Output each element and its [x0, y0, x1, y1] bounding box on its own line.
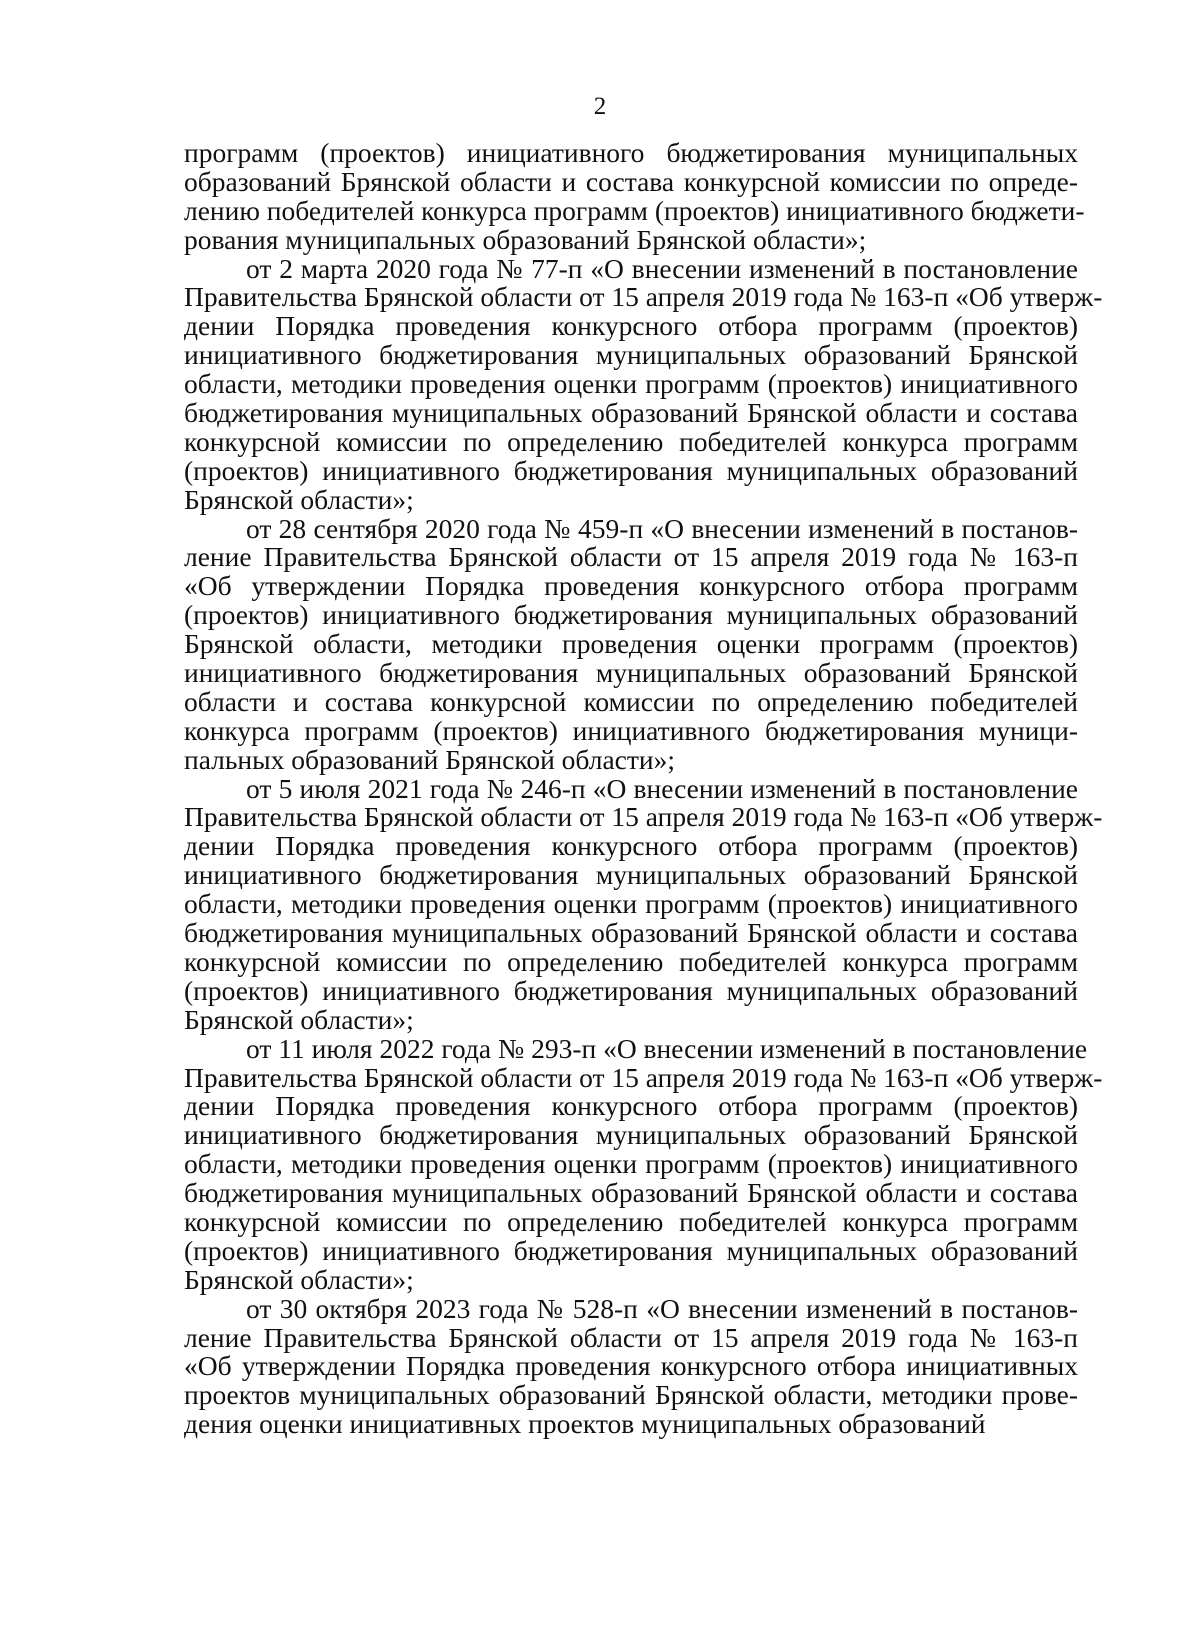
text-line: области, методики проведения оценки программ (проектов) инициативного [184, 368, 1078, 400]
text-line: Правительства Брянской области от 15 апреля 2019 года № 163-п «Об утверж- [184, 801, 1103, 833]
text-line: инициативного бюджетирования муниципальных образований Брянской [184, 657, 1078, 689]
text-line: (проектов) инициативного бюджетирования муниципальных образований [184, 1234, 1078, 1266]
text-line: инициативного бюджетирования муниципальных образований Брянской [184, 1119, 1078, 1151]
text-line: проектов муниципальных образований Брянской области, методики прове- [184, 1379, 1078, 1411]
text-line: бюджетирования муниципальных образований Брянской области и состава [184, 397, 1078, 429]
text-line: лению победителей конкурса программ (проектов) инициативного бюджети- [184, 194, 1085, 226]
text-line: рования муниципальных образований Брянской области»; [184, 223, 867, 255]
text-line: от 28 сентября 2020 года № 459-п «О внесении изменений в постанов- [246, 512, 1078, 544]
text-line: ление Правительства Брянской области от 15 апреля 2019 года № 163-п [184, 1321, 1078, 1353]
text-line: конкурсной комиссии по определению победителей конкурса программ [184, 425, 1078, 457]
text-line: конкурсной комиссии по определению победителей конкурса программ [184, 945, 1078, 977]
text-line: образований Брянской области и состава конкурсной комиссии по опреде- [184, 165, 1078, 197]
text-line: инициативного бюджетирования муниципальных образований Брянской [184, 339, 1078, 371]
text-line: от 11 июля 2022 года № 293-п «О внесении изменений в постановление [246, 1032, 1088, 1064]
text-line: дении Порядка проведения конкурсного отбора программ (проектов) [184, 1090, 1078, 1122]
text-line: пальных образований Брянской области»; [184, 743, 675, 775]
text-line: Брянской области»; [184, 1263, 414, 1295]
paragraph [184, 772, 1103, 1035]
text-line: от 2 марта 2020 года № 77-п «О внесении изменений в постановление [246, 252, 1078, 284]
text-line: от 30 октября 2023 года № 528-п «О внесении изменений в постанов- [246, 1292, 1078, 1324]
paragraph [184, 137, 1085, 255]
text-line: Брянской области, методики проведения оценки программ (проектов) [184, 628, 1078, 660]
text-line: «Об утверждении Порядка проведения конкурсного отбора инициативных [184, 1350, 1078, 1382]
text-line: конкурсной комиссии по определению победителей конкурса программ [184, 1205, 1078, 1237]
text-line: бюджетирования муниципальных образований Брянской области и состава [184, 917, 1078, 949]
text-line: ление Правительства Брянской области от 15 апреля 2019 года № 163-п [184, 541, 1078, 573]
paragraph [184, 1292, 1078, 1440]
text-line: Брянской области»; [184, 483, 414, 515]
text-line: Правительства Брянской области от 15 апреля 2019 года № 163-п «Об утверж- [184, 1061, 1103, 1093]
text-line: области и состава конкурсной комиссии по определению победителей [184, 685, 1078, 717]
text-line: (проектов) инициативного бюджетирования муниципальных образований [184, 974, 1078, 1006]
text-line: программ (проектов) инициативного бюджетирования муниципальных [184, 137, 1078, 168]
text-line: области, методики проведения оценки программ (проектов) инициативного [184, 1148, 1078, 1180]
text-line: Брянской области»; [184, 1003, 414, 1035]
text-line: дения оценки инициативных проектов муниципальных образований [184, 1408, 986, 1440]
paragraph [184, 252, 1103, 515]
text-line: конкурса программ (проектов) инициативного бюджетирования муници- [184, 714, 1078, 746]
text-line: (проектов) инициативного бюджетирования муниципальных образований [184, 599, 1078, 631]
text-line: бюджетирования муниципальных образований Брянской области и состава [184, 1177, 1078, 1209]
page-number: 2 [593, 93, 607, 120]
text-line: от 5 июля 2021 года № 246-п «О внесении изменений в постановление [246, 772, 1078, 804]
document-body [184, 137, 1103, 1440]
text-line: (проектов) инициативного бюджетирования муниципальных образований [184, 454, 1078, 486]
text-line: «Об утверждении Порядка проведения конкурсного отбора программ [184, 570, 1078, 602]
text-line: Правительства Брянской области от 15 апреля 2019 года № 163-п «Об утверж- [184, 281, 1103, 313]
text-line: инициативного бюджетирования муниципальных образований Брянской [184, 859, 1078, 891]
text-line: области, методики проведения оценки программ (проектов) инициативного [184, 888, 1078, 920]
paragraph [184, 512, 1078, 775]
text-line: дении Порядка проведения конкурсного отбора программ (проектов) [184, 830, 1078, 862]
paragraph [184, 1032, 1103, 1295]
text-line: дении Порядка проведения конкурсного отбора программ (проектов) [184, 310, 1078, 342]
